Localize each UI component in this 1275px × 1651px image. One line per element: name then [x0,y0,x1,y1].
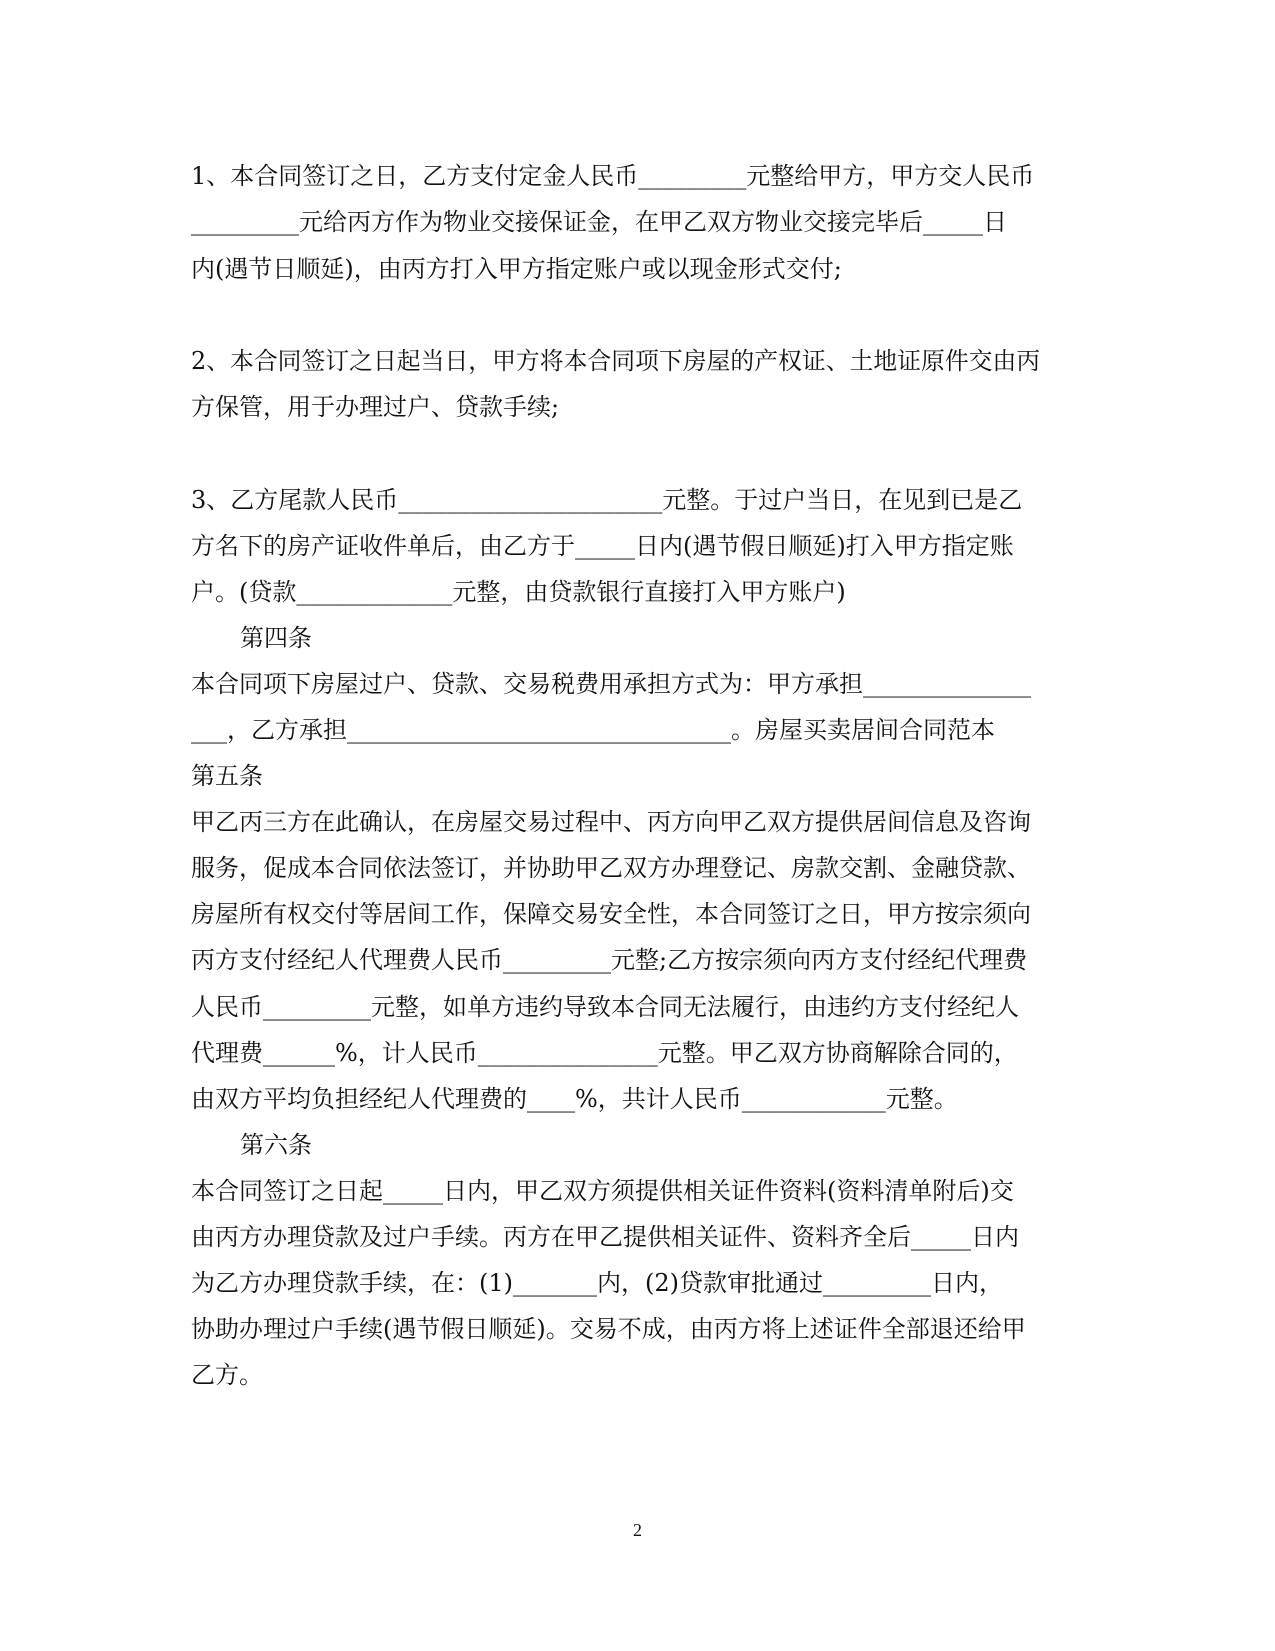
article-5-line-1: 甲乙丙三方在此确认，在房屋交易过程中、丙方向甲乙双方提供居间信息及咨询 [191,808,1031,836]
article-4-line-2: ___，乙方承担________________________________。房屋买卖居间合同范本 [191,716,995,744]
article-5-line-4: 丙方支付经纪人代理费人民币_________元整;乙方按宗须向丙方支付经纪代理费 [191,946,1028,974]
paragraph-2-line-1: 2、本合同签订之日起当日，甲方将本合同项下房屋的产权证、土地证原件交由丙 [191,347,1041,375]
paragraph-3-line-3: 户。(贷款_____________元整，由贷款银行直接打入甲方账户) [191,578,846,606]
paragraph-2-line-2: 方保管，用于办理过户、贷款手续; [191,393,560,421]
section-heading-article-5: 第五条 [191,762,263,790]
section-heading-article-4: 第四条 [240,624,312,652]
article-5-line-5: 人民币_________元整，如单方违约导致本合同无法履行，由违约方支付经纪人 [191,993,1019,1021]
article-5-line-2: 服务，促成本合同依法签订，并协助甲乙双方办理登记、房款交割、金融贷款、 [191,854,1031,882]
article-5-line-7: 由双方平均负担经纪人代理费的____%，共计人民币____________元整。 [191,1085,958,1113]
paragraph-1-line-3: 内(遇节日顺延)，由丙方打入甲方指定账户或以现金形式交付; [191,255,842,283]
article-5-line-3: 房屋所有权交付等居间工作，保障交易安全性，本合同签订之日，甲方按宗须向 [191,900,1031,928]
section-heading-article-6: 第六条 [240,1131,312,1159]
article-6-line-5: 乙方。 [191,1361,263,1389]
article-4-line-1: 本合同项下房屋过户、贷款、交易税费用承担方式为：甲方承担______________ [191,670,1031,698]
paragraph-1-line-2: _________元给丙方作为物业交接保证金，在甲乙双方物业交接完毕后_____日 [191,208,1007,236]
article-6-line-3: 为乙方办理贷款手续，在：(1)_______内，(2)贷款审批通过_________日内， [191,1269,1003,1297]
article-6-line-2: 由丙方办理贷款及过户手续。丙方在甲乙提供相关证件、资料齐全后_____日内 [191,1223,1019,1251]
paragraph-3-line-2: 方名下的房产证收件单后，由乙方于_____日内(遇节假日顺延)打入甲方指定账 [191,532,1014,560]
paragraph-1-line-1: 1、本合同签订之日，乙方支付定金人民币_________元整给甲方，甲方交人民币 [191,162,1035,190]
article-6-line-1: 本合同签订之日起_____日内，甲乙双方须提供相关证件资料(资料清单附后)交 [191,1177,1014,1205]
paragraph-3-line-1: 3、乙方尾款人民币______________________元整。于过户当日，在见到已是乙 [191,486,1023,514]
article-6-line-4: 协助办理过户手续(遇节假日顺延)。交易不成，由丙方将上述证件全部退还给甲 [191,1315,1026,1343]
page-number: 2 [633,1520,642,1540]
article-5-line-6: 代理费______%，计人民币_______________元整。甲乙双方协商解除合同的， [191,1039,1018,1067]
